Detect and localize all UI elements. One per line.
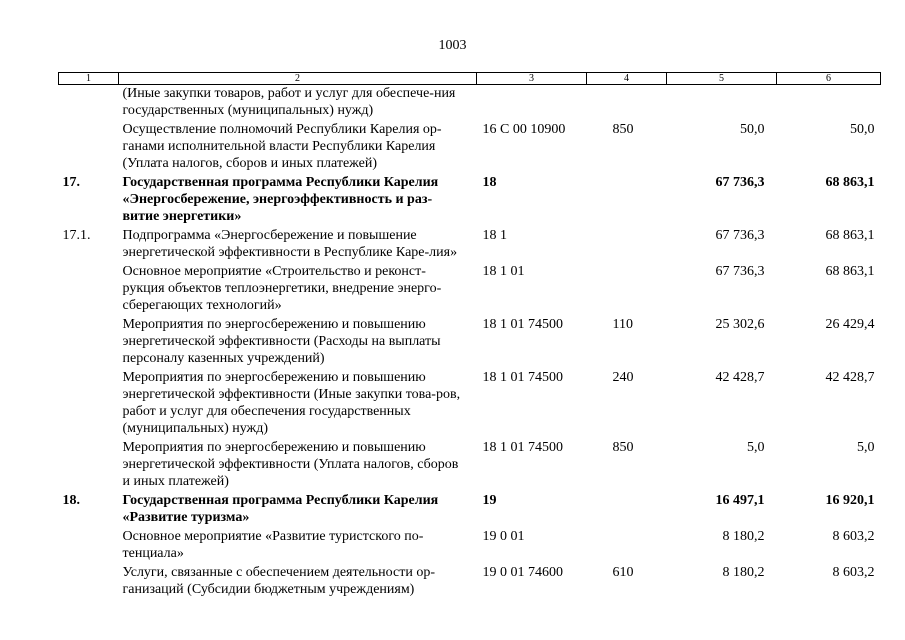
row-code-cell: 18 1 xyxy=(482,228,507,243)
row-amount-col5-cell: 25 302,6 xyxy=(715,317,765,332)
column-header-2: 2 xyxy=(119,73,477,85)
row-description-cell: Подпрограмма «Энергосбережение и повышение энергетической эффективности в Республике Каре-лия» xyxy=(122,228,458,260)
column-header-1: 1 xyxy=(59,73,119,85)
table-row xyxy=(59,119,881,172)
table-row xyxy=(59,172,881,225)
row-number-cell xyxy=(59,85,119,120)
table-header xyxy=(59,73,881,85)
row-amount-col5-cell: 50,0 xyxy=(740,122,765,137)
row-description-cell: Государственная программа Республики Карелия «Энергосбережение, энергоэффективность и раз-витие энергетики» xyxy=(122,175,439,224)
row-description-cell: (Иные закупки товаров, работ и услуг для обеспече-ния государственных (муниципальных) нужд) xyxy=(122,86,456,118)
row-number-cell xyxy=(59,437,119,490)
row-expense-type-cell xyxy=(587,490,667,526)
row-number-cell xyxy=(59,562,119,598)
row-expense-type-cell xyxy=(587,261,667,314)
row-expense-type-cell xyxy=(587,85,667,120)
row-amount-col6-cell: 42 428,7 xyxy=(825,370,875,385)
row-amount-col6-cell: 26 429,4 xyxy=(825,317,875,332)
row-amount-col6-cell: 8 603,2 xyxy=(832,565,875,580)
row-code-cell: 19 0 01 xyxy=(482,529,525,544)
row-description-cell: Мероприятия по энергосбережению и повышению энергетической эффективности (Иные закупки това-ров, работ и услуг для обеспечения государственных (муниципальных) нужд) xyxy=(122,370,461,436)
row-amount-col5-cell: 67 736,3 xyxy=(715,175,765,190)
row-description-cell: Государственная программа Республики Карелия «Развитие туризма» xyxy=(122,493,439,525)
row-amount-col5-cell: 67 736,3 xyxy=(715,264,765,279)
row-number-cell: 17. xyxy=(62,175,80,190)
row-code-cell: 19 xyxy=(482,493,497,508)
row-amount-col6-cell: 8 603,2 xyxy=(832,529,875,544)
table-row xyxy=(59,367,881,437)
row-number-cell xyxy=(59,367,119,437)
row-amount-col6-cell: 16 920,1 xyxy=(825,493,875,508)
row-expense-type-cell: 110 xyxy=(612,317,633,332)
row-amount-col5-cell: 5,0 xyxy=(747,440,765,455)
row-expense-type-cell xyxy=(587,172,667,225)
row-amount-col6-cell: 5,0 xyxy=(857,440,875,455)
row-number-cell xyxy=(59,526,119,562)
row-expense-type-cell xyxy=(587,225,667,261)
column-header-4: 4 xyxy=(587,73,667,85)
row-amount-col6-cell: 68 863,1 xyxy=(825,264,875,279)
row-expense-type-cell: 610 xyxy=(612,565,634,580)
table-header-row xyxy=(59,73,881,85)
row-amount-col5-cell: 8 180,2 xyxy=(722,529,765,544)
row-amount-col6-cell: 50,0 xyxy=(850,122,875,137)
row-number-cell: 18. xyxy=(62,493,80,508)
row-code-cell: 18 1 01 74500 xyxy=(482,317,563,332)
row-amount-col5-cell xyxy=(667,85,777,120)
row-code-cell: 18 1 01 74500 xyxy=(482,370,563,385)
row-code-cell xyxy=(477,85,587,120)
row-amount-col6-cell: 68 863,1 xyxy=(825,228,875,243)
row-description-cell: Мероприятия по энергосбережению и повышению энергетической эффективности (Уплата налогов, сборов и иных платежей) xyxy=(122,440,459,489)
row-expense-type-cell xyxy=(587,526,667,562)
budget-table xyxy=(58,72,881,598)
row-description-cell: Услуги, связанные с обеспечением деятельности ор-ганизаций (Субсидии бюджетным учреждениям) xyxy=(122,565,435,597)
row-description-cell: Основное мероприятие «Строительство и реконст-рукция объектов теплоэнергетики, внедрение энерго-сберегающих технологий» xyxy=(122,264,442,313)
column-header-3: 3 xyxy=(477,73,587,85)
row-number-cell xyxy=(59,261,119,314)
column-header-6: 6 xyxy=(777,73,881,85)
row-expense-type-cell: 850 xyxy=(612,440,634,455)
row-number-cell xyxy=(59,314,119,367)
row-code-cell: 18 1 01 xyxy=(482,264,525,279)
column-header-5: 5 xyxy=(667,73,777,85)
row-code-cell: 16 С 00 10900 xyxy=(482,122,566,137)
row-amount-col5-cell: 67 736,3 xyxy=(715,228,765,243)
table-row xyxy=(59,526,881,562)
row-number-cell xyxy=(59,119,119,172)
row-code-cell: 18 xyxy=(482,175,497,190)
row-code-cell: 19 0 01 74600 xyxy=(482,565,563,580)
row-amount-col6-cell xyxy=(777,85,881,120)
table-row xyxy=(59,437,881,490)
table-body xyxy=(59,85,881,599)
row-description-cell: Осуществление полномочий Республики Карелия ор-ганами исполнительной власти Республики Карелия (Уплата налогов, сборов и иных платежей) xyxy=(122,122,442,171)
row-expense-type-cell: 240 xyxy=(612,370,634,385)
table-row xyxy=(59,314,881,367)
table-row xyxy=(59,562,881,598)
table-row xyxy=(59,490,881,526)
row-amount-col5-cell: 16 497,1 xyxy=(715,493,765,508)
row-code-cell: 18 1 01 74500 xyxy=(482,440,563,455)
table-row xyxy=(59,225,881,261)
row-description-cell: Основное мероприятие «Развитие туристского по-тенциала» xyxy=(122,529,424,561)
table-row xyxy=(59,261,881,314)
row-amount-col5-cell: 42 428,7 xyxy=(715,370,765,385)
table-row xyxy=(59,85,881,120)
row-number-cell: 17.1. xyxy=(62,228,91,243)
row-expense-type-cell: 850 xyxy=(612,122,634,137)
row-amount-col6-cell: 68 863,1 xyxy=(825,175,875,190)
row-amount-col5-cell: 8 180,2 xyxy=(722,565,765,580)
page-number: 1003 xyxy=(438,38,467,53)
row-description-cell: Мероприятия по энергосбережению и повышению энергетической эффективности (Расходы на выплаты персоналу казенных учреждений) xyxy=(122,317,441,366)
